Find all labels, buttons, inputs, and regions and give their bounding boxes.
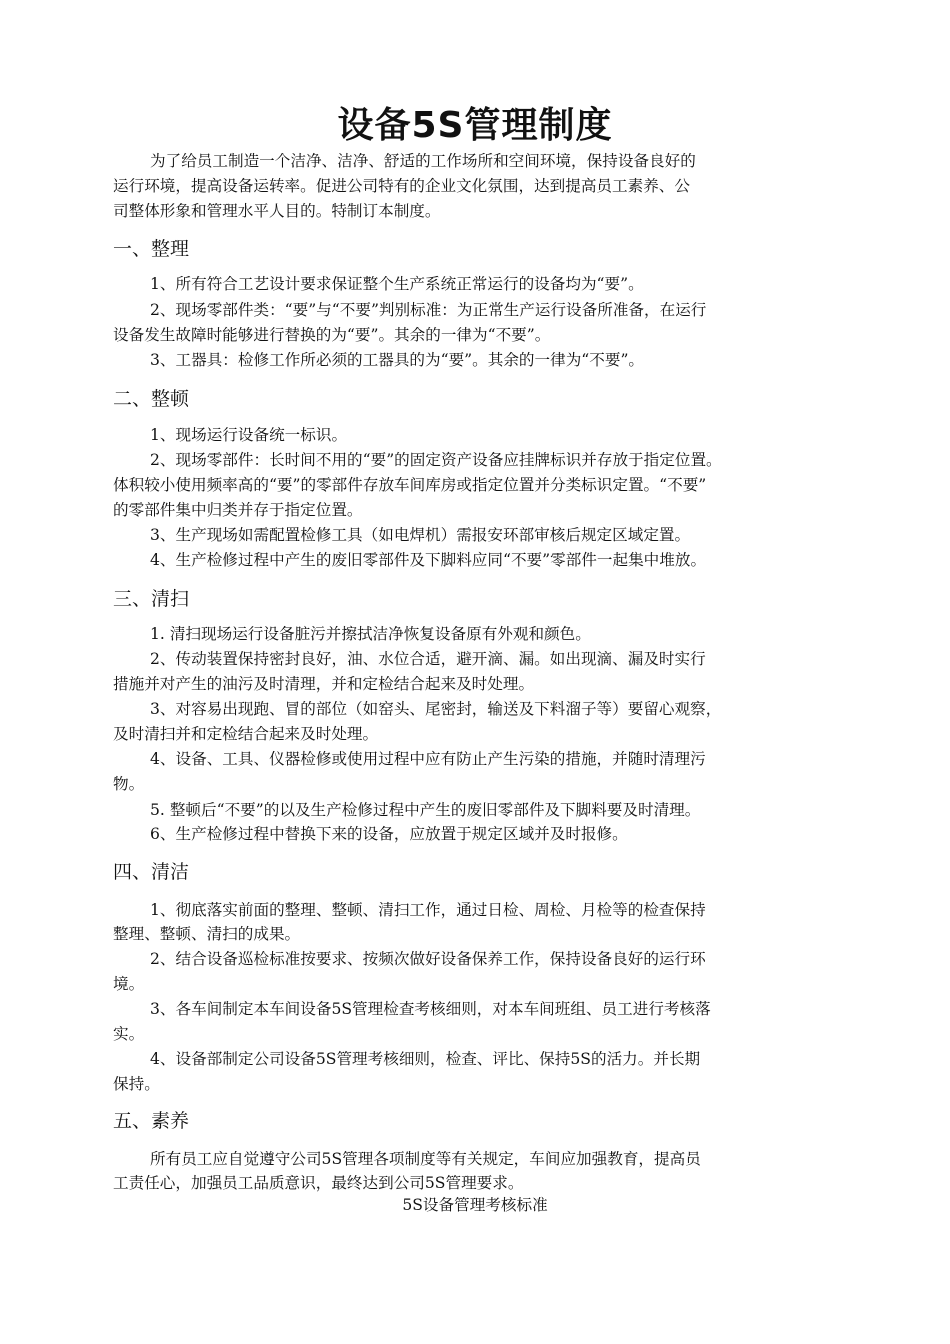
paragraph-line: 措施并对产生的油污及时清理，并和定检结合起来及时处理。 — [113, 675, 535, 693]
paragraph-line: 3、各车间制定本车间设备5S管理检查考核细则，对本车间班组、员工进行考核落 — [150, 1000, 711, 1018]
section-heading: 四、清洁 — [113, 861, 190, 883]
intro-line: 运行环境，提高设备运转率。促进公司特有的企业文化氛围，达到提高员工素养、公 — [113, 177, 690, 195]
document-title: 设备5S管理制度 — [337, 105, 613, 146]
paragraph-line: 保持。 — [113, 1075, 160, 1093]
paragraph-line: 设备发生故障时能够进行替换的为“要”。其余的一律为“不要”。 — [113, 326, 551, 344]
paragraph-line: 5. 整顿后“不要”的以及生产检修过程中产生的废旧零部件及下脚料要及时清理。 — [150, 801, 701, 819]
paragraph-line: 1. 清扫现场运行设备脏污并擦拭洁净恢复设备原有外观和颜色。 — [150, 625, 591, 643]
paragraph-line: 1、现场运行设备统一标识。 — [150, 426, 348, 444]
paragraph-line: 3、对容易出现跑、冒的部位（如窑头、尾密封，输送及下料溜子等）要留心观察， — [150, 700, 722, 718]
paragraph-line: 体积较小使用频率高的“要”的零部件存放车间库房或指定位置并分类标识定置。“不要” — [113, 476, 707, 494]
paragraph-line: 6、生产检修过程中替换下来的设备，应放置于规定区域并及时报修。 — [150, 825, 628, 843]
paragraph-line: 整理、整顿、清扫的成果。 — [113, 925, 301, 943]
paragraph-line: 4、设备部制定公司设备5S管理考核细则，检查、评比、保持5S的活力。并长期 — [150, 1050, 701, 1068]
section-heading: 二、整顿 — [113, 388, 190, 410]
paragraph-line: 4、设备、工具、仪器检修或使用过程中应有防止产生污染的措施，并随时清理污 — [150, 750, 706, 768]
paragraph-line: 2、结合设备巡检标准按要求、按频次做好设备保养工作，保持设备良好的运行环 — [150, 950, 706, 968]
appendix-title: 5S设备管理考核标准 — [402, 1196, 548, 1214]
paragraph-line: 工责任心，加强员工品质意识，最终达到公司5S管理要求。 — [113, 1174, 524, 1192]
paragraph-line: 4、生产检修过程中产生的废旧零部件及下脚料应同“不要”零部件一起集中堆放。 — [150, 551, 707, 569]
paragraph-line: 2、现场零部件：长时间不用的“要”的固定资产设备应挂牌标识并存放于指定位置。 — [150, 451, 722, 469]
paragraph-line: 所有员工应自觉遵守公司5S管理各项制度等有关规定，车间应加强教育，提高员 — [150, 1150, 701, 1168]
section-heading: 一、整理 — [113, 238, 190, 260]
intro-line: 司整体形象和管理水平人目的。特制订本制度。 — [113, 202, 441, 220]
paragraph-line: 2、现场零部件类：“要”与“不要”判别标准：为正常生产运行设备所准备，在运行 — [150, 301, 707, 319]
paragraph-line: 3、生产现场如需配置检修工具（如电焊机）需报安环部审核后规定区域定置。 — [150, 526, 691, 544]
paragraph-line: 的零部件集中归类并存于指定位置。 — [113, 501, 363, 519]
intro-line: 为了给员工制造一个洁净、洁净、舒适的工作场所和空间环境，保持设备良好的 — [150, 152, 696, 170]
paragraph-line: 1、彻底落实前面的整理、整顿、清扫工作，通过日检、周检、月检等的检查保持 — [150, 901, 706, 919]
paragraph-line: 实。 — [113, 1025, 145, 1043]
paragraph-line: 及时清扫并和定检结合起来及时处理。 — [113, 725, 379, 743]
section-heading: 五、素养 — [113, 1110, 190, 1132]
paragraph-line: 1、所有符合工艺设计要求保证整个生产系统正常运行的设备均为“要”。 — [150, 275, 644, 293]
paragraph-line: 3、工器具：检修工作所必须的工器具的为“要”。其余的一律为“不要”。 — [150, 351, 645, 369]
paragraph-line: 境。 — [113, 975, 145, 993]
paragraph-line: 物。 — [113, 775, 145, 793]
paragraph-line: 2、传动装置保持密封良好，油、水位合适，避开滴、漏。如出现滴、漏及时实行 — [150, 650, 706, 668]
section-heading: 三、清扫 — [113, 588, 190, 610]
